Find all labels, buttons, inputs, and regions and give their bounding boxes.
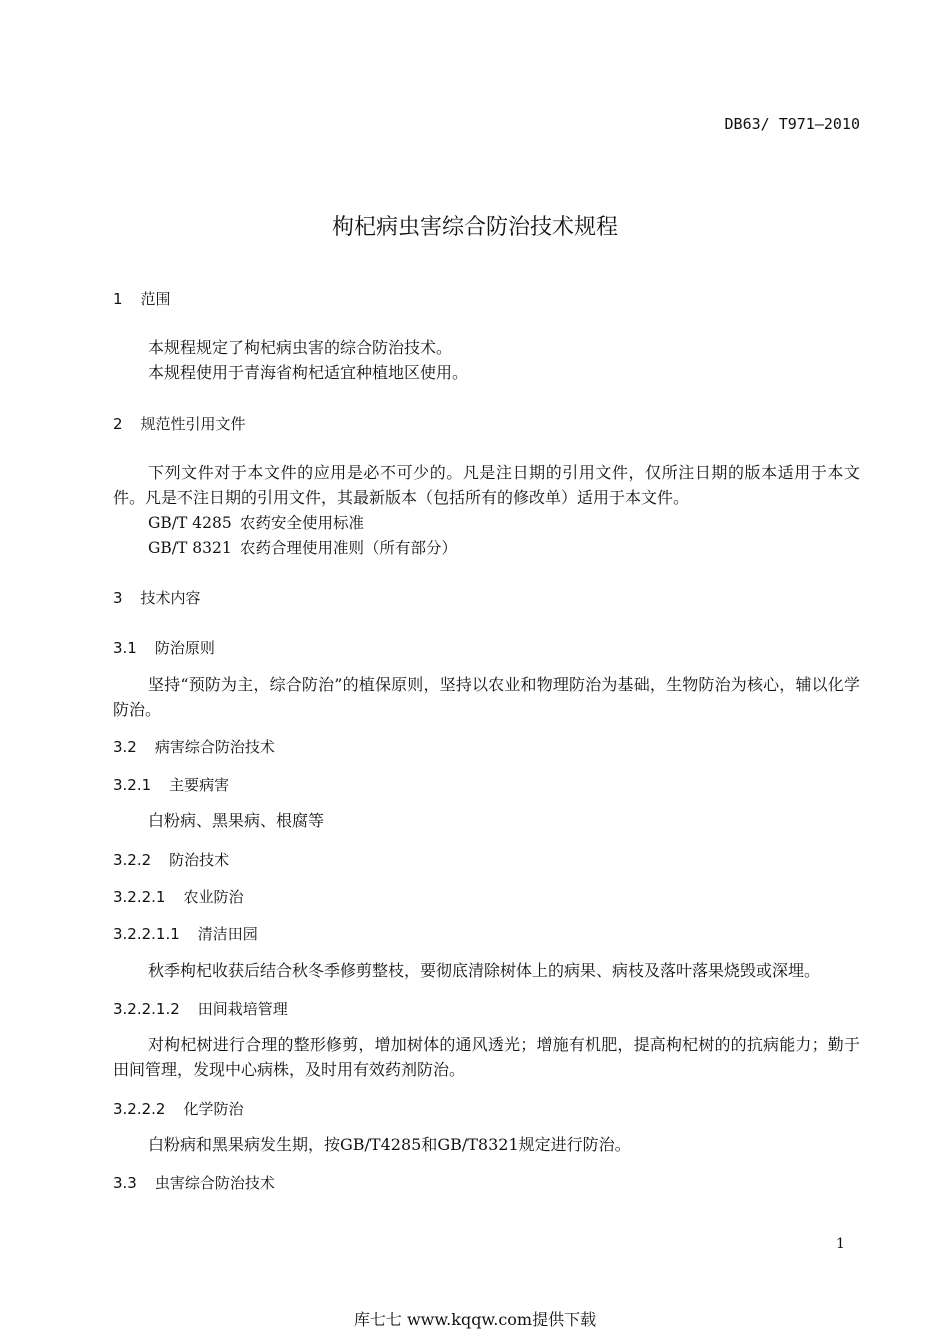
reference-name: 农药合理使用准则（所有部分） xyxy=(240,539,458,557)
paragraph: 秋季枸杞收获后结合秋冬季修剪整枝，要彻底清除树体上的病果、病枝及落叶落果烧毁或深埋。 xyxy=(148,961,821,980)
heading-3 xyxy=(113,587,201,608)
heading-text: 技术内容 xyxy=(140,589,201,607)
paragraph: 下列文件对于本文件的应用是必不可少的。凡是注日期的引用文件，仅所注日期的版本适用于本文件。凡是不注日期的引用文件，其最新版本（包括所有的修改单）适用于本文件。 xyxy=(113,463,860,507)
heading-text: 范围 xyxy=(140,290,171,308)
footer-watermark: 库七七 www.kqqw.com提供下载 xyxy=(353,1310,597,1329)
document-code: DB63/ T971—2010 xyxy=(724,115,860,133)
heading-text: 防治原则 xyxy=(154,639,215,657)
heading-3-2-2-1-1 xyxy=(113,923,258,944)
paragraph: 坚持“预防为主，综合防治”的植保原则，坚持以农业和物理防治为基础，生物防治为核心，辅以化学防治。 xyxy=(113,675,860,719)
heading-number: 3.2.1 xyxy=(113,776,152,794)
heading-number: 3.2.2.1 xyxy=(113,888,166,906)
heading-3-1 xyxy=(113,637,215,658)
heading-text: 化学防治 xyxy=(183,1100,244,1118)
paragraph: 对枸杞树进行合理的整形修剪，增加树体的通风透光；增施有机肥，提高枸杞树的的抗病能力；勤于田间管理，发现中心病株，及时用有效药剂防治。 xyxy=(113,1035,860,1079)
heading-number: 3.2.2.1.1 xyxy=(113,925,180,943)
paragraph: 本规程规定了枸杞病虫害的综合防治技术。 xyxy=(148,338,453,357)
reference-name: 农药安全使用标准 xyxy=(240,514,365,532)
reference-item xyxy=(148,536,457,558)
heading-1 xyxy=(113,288,171,309)
heading-number: 3.2.2.2 xyxy=(113,1100,166,1118)
heading-text: 病害综合防治技术 xyxy=(154,738,275,756)
heading-text: 防治技术 xyxy=(169,851,230,869)
paragraph: 本规程使用于青海省枸杞适宜种植地区使用。 xyxy=(148,363,469,382)
heading-3-2-2-1-2 xyxy=(113,998,288,1019)
heading-number: 3.2 xyxy=(113,738,137,756)
heading-number: 2 xyxy=(113,415,123,433)
heading-text: 规范性引用文件 xyxy=(140,415,246,433)
heading-number: 3.3 xyxy=(113,1174,137,1192)
paragraph: 白粉病和黑果病发生期，按GB/T4285和GB/T8321规定进行防治。 xyxy=(148,1135,631,1154)
heading-3-2-1 xyxy=(113,774,229,795)
heading-number: 3.2.2.1.2 xyxy=(113,1000,180,1018)
heading-2 xyxy=(113,413,246,434)
heading-number: 1 xyxy=(113,290,123,308)
heading-number: 3 xyxy=(113,589,123,607)
reference-item xyxy=(148,511,364,533)
paragraph: 白粉病、黑果病、根腐等 xyxy=(148,811,325,830)
heading-number: 3.1 xyxy=(113,639,137,657)
heading-number: 3.2.2 xyxy=(113,851,152,869)
heading-3-2-2-2 xyxy=(113,1098,244,1119)
heading-3-2-2-1 xyxy=(113,886,244,907)
reference-code: GB/T 4285 xyxy=(148,514,232,532)
heading-3-2-2 xyxy=(113,849,229,870)
page-number: 1 xyxy=(836,1236,845,1252)
reference-code: GB/T 8321 xyxy=(148,539,232,557)
heading-text: 农业防治 xyxy=(183,888,244,906)
page-title: 枸杞病虫害综合防治技术规程 xyxy=(331,215,618,240)
heading-3-2 xyxy=(113,736,275,757)
heading-text: 田间栽培管理 xyxy=(197,1000,288,1018)
heading-text: 清洁田园 xyxy=(197,925,258,943)
heading-text: 主要病害 xyxy=(169,776,230,794)
heading-3-3 xyxy=(113,1172,275,1193)
heading-text: 虫害综合防治技术 xyxy=(154,1174,275,1192)
